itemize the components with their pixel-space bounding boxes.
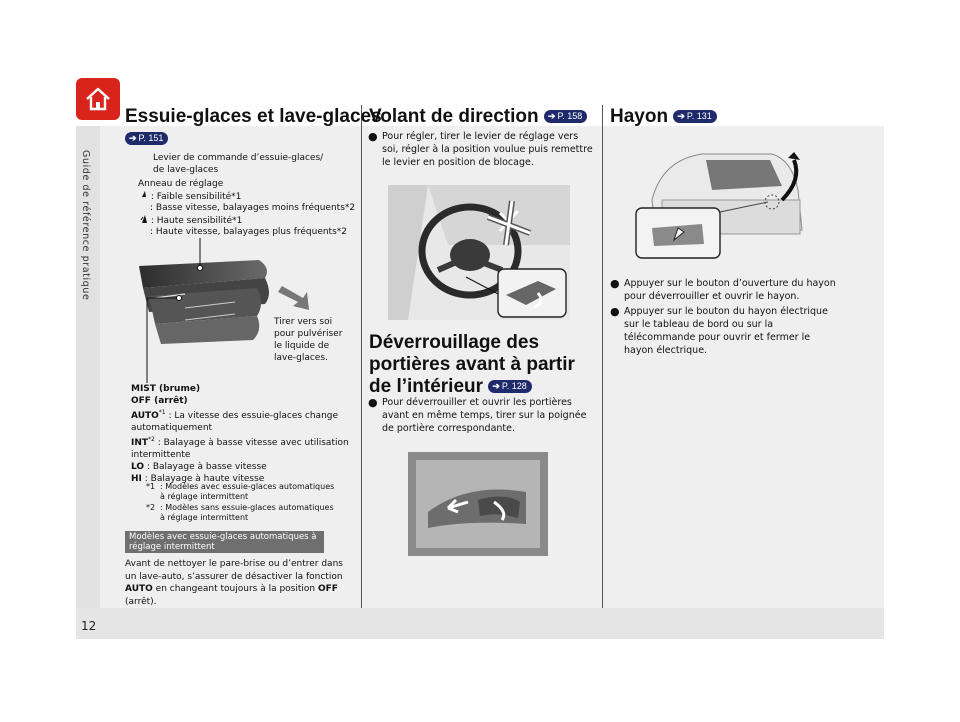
section-title-unlock: Déverrouillage des portières avant à partir de l’intérieur ➔ P. 128 bbox=[369, 332, 575, 397]
section-title-tailgate: Hayon ➔ P. 131 bbox=[610, 106, 717, 128]
large-drop-icon bbox=[140, 214, 148, 224]
column-divider bbox=[602, 105, 603, 608]
page-ref-link[interactable]: ➔ P. 158 bbox=[544, 110, 587, 123]
steering-instruction: ● Pour régler, tirer le levier de réglage vers soi, régler à la position voulue puis remettre le levier en position de blocage. bbox=[368, 130, 593, 168]
pull-label: Tirer vers soi pour pulvériser le liquide de lave-glaces. bbox=[274, 317, 343, 363]
footnote-1: : Modèles avec essuie-glaces automatiques à réglage intermittent bbox=[160, 482, 335, 501]
high-sens-row: : Haute sensibilité*1 bbox=[140, 214, 242, 227]
page-ref-link[interactable]: ➔ P. 128 bbox=[488, 380, 531, 393]
section-title-wipers: Essuie-glaces et lave-glaces ➔ P. 151 bbox=[125, 106, 382, 143]
page-ref-link[interactable]: ➔ P. 151 bbox=[125, 132, 168, 145]
home-button[interactable] bbox=[76, 78, 120, 120]
home-icon bbox=[84, 86, 112, 112]
tailgate-instruction-2: ● Appuyer sur le bouton du hayon électrique sur le tableau de bord ou sur la télécommande pour ouvrir et fermer le hayon électrique. bbox=[610, 305, 828, 356]
page-ref-link[interactable]: ➔ P. 131 bbox=[673, 110, 716, 123]
footer-band bbox=[76, 608, 884, 639]
unlock-instruction: ● Pour déverrouiller et ouvrir les portières avant en même temps, tirer sur la poignée de portière correspondante. bbox=[368, 396, 587, 434]
sidebar-title: Guide de référence pratique bbox=[80, 150, 91, 301]
footnote-2-mark: *2 bbox=[146, 503, 156, 512]
low-desc: : Basse vitesse, balayages moins fréquents*2 bbox=[150, 203, 356, 213]
high-desc: : Haute vitesse, balayages plus fréquents*2 bbox=[150, 227, 347, 237]
section-title-steering: Volant de direction ➔ P. 158 bbox=[369, 106, 587, 128]
wiper-positions: MIST (brume) OFF (arrêt) AUTO$^{*1}$ : La vitesse des essuie-glaces change automatiquement INT$^{*2}$ : Balayage à basse vitesse avec utilisation intermittente LO : Balayage à basse vitesse HI : Balayage à haute vitesse bbox=[131, 384, 349, 484]
cleaning-note: Avant de nettoyer le pare-brise ou d’entrer dans un lave-auto, s’assurer de désactiver la fonction AUTO en changeant toujours à la position OFF (arrêt). bbox=[125, 559, 343, 607]
lever-label: Levier de commande d’essuie-glaces/ de lave-glaces bbox=[153, 153, 324, 175]
page-number: 12 bbox=[81, 619, 97, 633]
models-label-bar: Modèles avec essuie-glaces automatiques à réglage intermittent bbox=[125, 531, 324, 553]
low-sens-row: : Faible sensibilité*1 bbox=[140, 190, 241, 203]
small-drop-icon bbox=[140, 190, 148, 200]
tailgate-illustration bbox=[632, 140, 812, 260]
footnote-1-mark: *1 bbox=[146, 482, 156, 491]
door-handle-illustration bbox=[408, 452, 548, 556]
column-divider bbox=[361, 105, 362, 608]
ring-label: Anneau de réglage bbox=[138, 179, 224, 189]
steering-wheel-illustration bbox=[388, 185, 570, 320]
tailgate-instruction-1: ● Appuyer sur le bouton d’ouverture du hayon pour déverrouiller et ouvrir le hayon. bbox=[610, 277, 836, 302]
footnote-2: : Modèles sans essuie-glaces automatiques à réglage intermittent bbox=[160, 503, 334, 522]
